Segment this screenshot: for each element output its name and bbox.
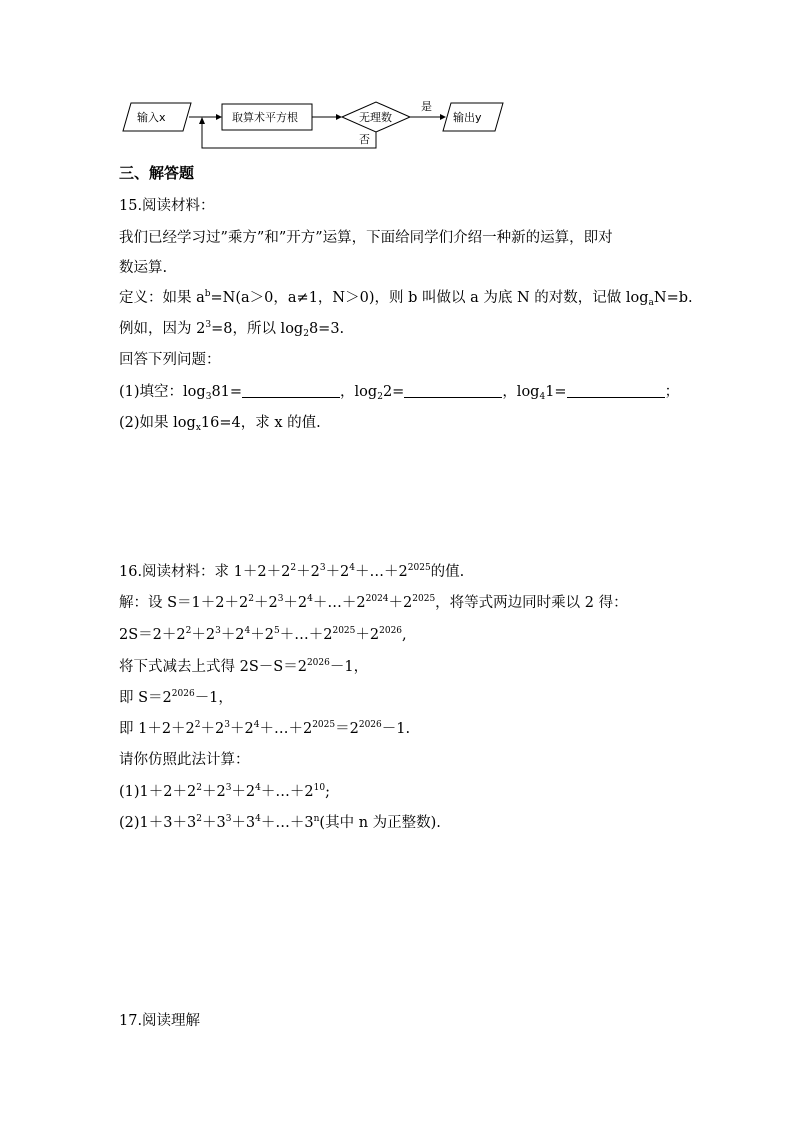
q16-ask: 请你仿照此法计算： (119, 752, 250, 768)
flowchart-decision-label: 无理数 (359, 111, 392, 124)
q16-result-sum: 即 $1+2+2^2+2^3+2^4+\dots+2^{2025}=2^{2026}-1$. (119, 720, 411, 737)
q17-title: 17.阅读理解 (119, 1013, 201, 1029)
q15-intro-line1: 我们已经学习过”乘方”和”开方”运算，下面给同学们介绍一种新的运算，即对 (119, 230, 613, 246)
answer-blank[interactable] (567, 383, 665, 398)
q15-definition: 定义：如果 $a^b=N(a>0$，a≠1，N＞0)，则 b 叫做以 a 为底 N 的对数，记做 $\log_aN=b$. (119, 289, 693, 308)
flowchart-output-label: 输出y (453, 111, 482, 124)
q16-part2: $(2)1+3+3^2+3^3+3^4+\dots+3^n$(其中 n 为正整数). (119, 814, 441, 831)
q15-title: 15.阅读材料： (119, 198, 215, 214)
flowchart (0, 0, 794, 160)
arrow-head (216, 114, 222, 120)
q16-part1: $(1)1+2+2^2+2^3+2^4+\dots+2^{10}$; (119, 783, 330, 800)
answer-blank[interactable] (242, 383, 340, 398)
flowchart-yes-label: 是 (421, 100, 432, 113)
arrow-head (440, 114, 446, 120)
q15-part2: (2)如果 $\log_x16=4$，求 x 的值. (119, 415, 321, 433)
flowchart-process-label: 取算术平方根 (232, 111, 298, 124)
q15-example: 例如，因为 $2^3=8$，所以 $\log_28=3$. (119, 320, 345, 339)
q15-intro-line2: 数运算. (119, 260, 168, 276)
q16-solution-setup: 解：设 $S=1+2+2^2+2^3+2^4+\dots+2^{2024}+2^{2025}$，将等式两边同时乘以 2 得： (119, 594, 628, 611)
answer-blank[interactable] (404, 383, 502, 398)
section-title: 三、解答题 (119, 164, 195, 182)
flowchart-input-label: 输入x (137, 111, 166, 124)
flowchart-no-label: 否 (359, 133, 370, 146)
q16-title: 16.阅读材料：求 $1+2+2^2+2^3+2^4+\dots+2^{2025}$的值. (119, 563, 465, 580)
arrow-head (199, 117, 205, 124)
q16-result-s: 即 $S=2^{2026}-1$， (119, 689, 233, 706)
q15-part1: (1)填空：$\log_381=$ ，$\log_22=$ ，$\log_41=$ ； (119, 384, 680, 402)
q16-subtract: 将下式减去上式得 $2S-S=2^{2026}-1$， (119, 658, 369, 675)
q16-multiplied: $2S=2+2^2+2^3+2^4+2^5+\dots+2^{2025}+2^{2026}$, (119, 626, 407, 643)
q15-ask: 回答下列问题： (119, 352, 221, 368)
